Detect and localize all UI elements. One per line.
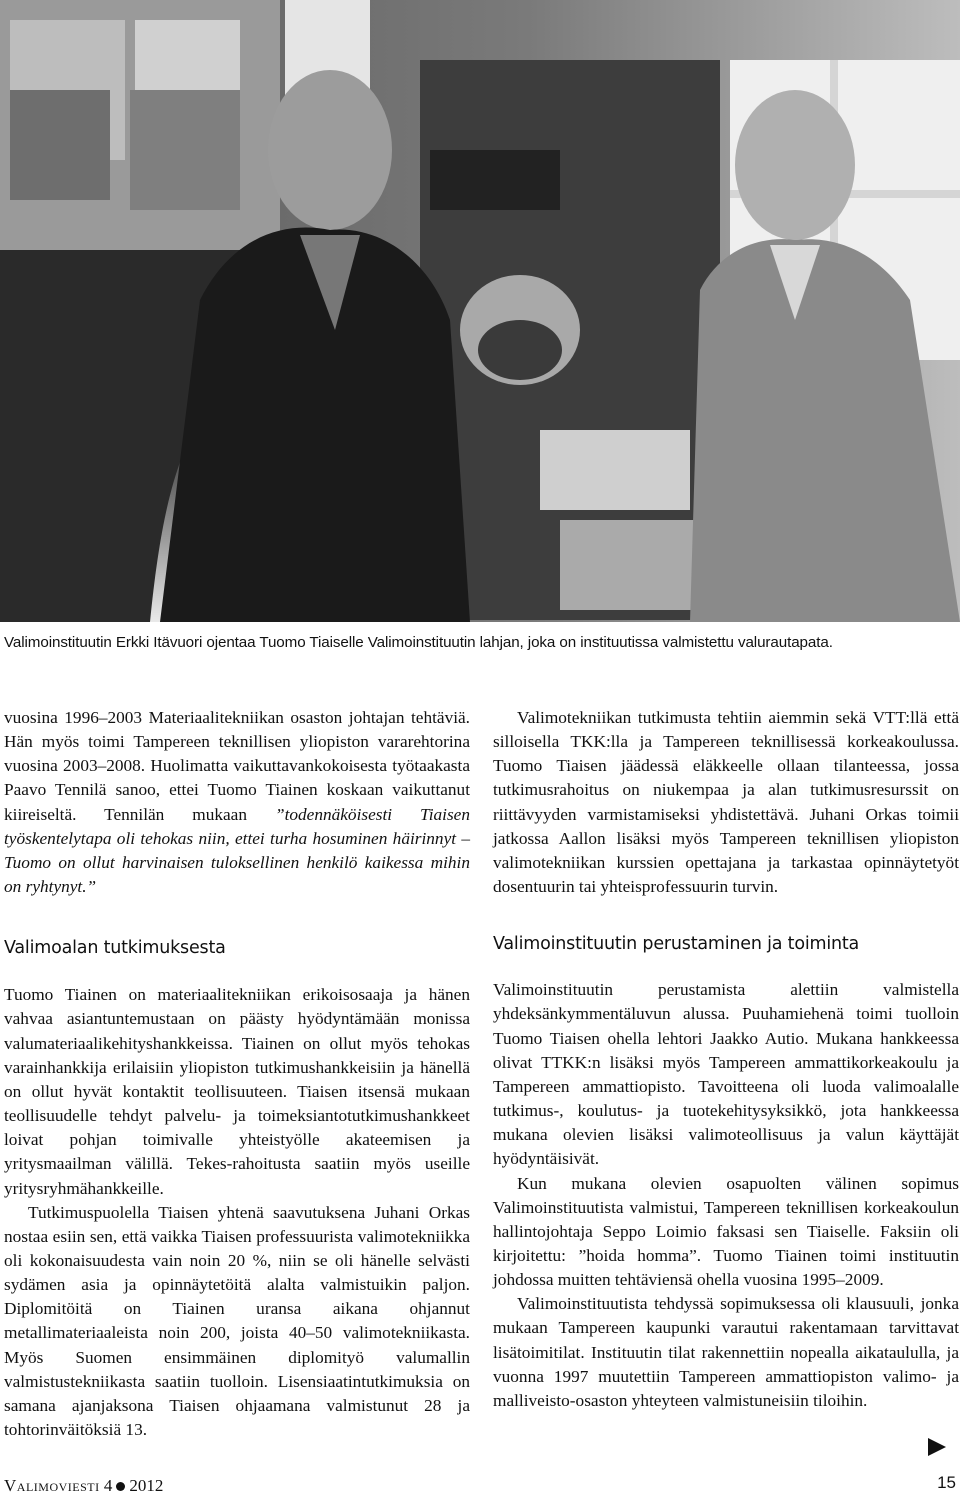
right-paragraph-2: Valimoinstituutin perustamista alettiin valmistella yhdeksänkymmentäluvun alussa. Puuhamiehenä toimi tuolloin Tuomo Tiaisen ohella lehtori Jaakko Autio. Mukana hankkeessa olivat TTKK:n lisäksi myös Tampereen ammattikorkeakoulu ja Tampereen ammattiopisto. Tavoitteena oli luoda valimoalalle tutkimus-, koulutus- ja tuotekehitysyksikkö, jota hankkeessa mukana olevien lisäksi valimoteollisuus ja valun käyttäjät hyödyntäisivät.: [493, 980, 959, 1169]
right-paragraph-1: Valimotekniikan tutkimusta tehtiin aiemmin sekä VTT:llä että silloisella TKK:lla ja Tampereen teknillisessä korkeakoulussa. Tuomo Tiaisen jäädessä eläkkeelle ollaan tilanteessa, jossa tutkimusrahoitus on niukempaa ja alan tutkimusresurssit on riittävyyden varmistamiseksi yhdistettävä. Juhani Orkas toimii jatkossa Aallon lisäksi myös Tampereen teknillisen yliopiston valimotekniikan kurssien opettajana ja tarkastaa opinnäytetyöt dosentuurin tai yhteisprofessuurin turvin.: [493, 708, 959, 897]
right-paragraph-3: Kun mukana olevien osapuolten välinen sopimus Valimoinstituutista valmistui, Tampereen teknillisen korkeakoulun hallintojohtaja Seppo Loimio faksasi sen Tiaiselle. Faksiin oli kirjoitettu: ”hoida homma”. Tuomo Tiainen toimi instituutin johdossa muitten tehtäviensä ohella vuosina 1995–2009.: [493, 1173, 959, 1290]
issue-year: 2012: [129, 1476, 164, 1495]
photo-caption: Valimoinstituutin Erkki Itävuori ojentaa Tuomo Tiaiselle Valimoinstituutin lahjan, joka on instituutissa valmistettu valurautapata.: [4, 634, 833, 651]
page-number: 15: [937, 1473, 956, 1492]
right-paragraph-4: Valimoinstituutista tehdyssä sopimuksessa oli klausuuli, jonka mukaan Tampereen kaupunki varautui rakentamaan tarvittavat lisätoimitilat. Instituutin tilat rakennettiin nopealla aikataululla, ja vuonna 1997 muutettiin Tampereen ammattiopiston valimo- ja malliveisto-osaston yhteyteen valmistuneisiin tiloihin.: [493, 1294, 959, 1410]
photo-illustration: [0, 0, 960, 622]
section-heading-institute: Valimoinstituutin perustaminen ja toiminta: [493, 934, 860, 955]
left-paragraph-1: [4, 706, 470, 899]
continue-arrow-icon: [928, 1438, 946, 1456]
man-left-head: [268, 70, 392, 230]
tennila-quote: ”todennäköisesti Tiaisen työskentelytapa oli tehokas niin, ettei turha hosuminen häirinnyt – Tuomo on ollut harvinaisen tuloksellinen henkilö kaikessa mihin on ryhtynyt.”: [4, 804, 470, 897]
article-photo: [0, 0, 960, 622]
man-right-head: [735, 90, 855, 240]
issue-number: 4: [103, 1476, 113, 1495]
bullet-icon: [116, 1482, 125, 1491]
left-column: [4, 706, 470, 1442]
magazine-name: Valimoviesti: [4, 1476, 100, 1495]
footer-magazine: [4, 1476, 163, 1496]
right-column: [493, 706, 959, 1413]
left-paragraph-2: Tuomo Tiainen on materiaalitekniikan erikoisosaaja ja hänen vahvaa asiantuntemustaan on päästy hyödyntämään monissa valumateriaalikehityshankkeissa. Tiainen on ollut myös tehokas varainhankkija erilaisiin yliopiston tutkimushankkeisiin ja hänellä on ollut hyvät kontaktit teollisuuteen. Tiaisen itsensä mukaan teollisuudelle tehdyt palvelu- ja toimeksiantotutkimushankkeet loivat pohjan toimivalle yhteistyölle akateemisen ja yritysmaailman välillä. Tekes-rahoitusta saatiin myös useille yritysryhmähankkeille.: [4, 985, 470, 1198]
left-paragraph-1-lead: vuosina 1996–2003 Materiaalitekniikan osaston johtajan tehtäviä. Hän myös toimi Tampereen teknillisen yliopiston vararehtorina vuosina 2003–2008. Huolimatta vaikuttavankokoisesta työtaakasta Paavo Tennilä sanoo, ettei Tuomo Tiainen koskaan vaikuttanut kiireiseltä. Tennilän mukaan: [4, 708, 470, 824]
section-heading-research: Valimoalan tutkimuksesta: [4, 938, 226, 959]
left-paragraph-3: Tutkimuspuolella Tiaisen yhtenä saavutuksena Juhani Orkas nostaa esiin sen, että vaikka Tiaisen professuurista valimotekniikka oli kokonaisuudesta vain noin 20 %, niin se oli hänelle selvästi sydämen asia ja opinnäytetöitä alalta valmistuikin paljon. Diplomitöitä on Tiainen uransa aikana ohjannut metallimateriaaleista noin 200, joista 40–50 valimotekniikasta. Myös Suomen ensimmäinen diplomityö valumallin valmistustekniikasta saatiin tuolloin. Lisensiaatintutkimuksia on samana ajanjaksona Tiaisen ohjaamana valmistunut 28 ja tohtorinväitöksiä 13.: [4, 1202, 470, 1440]
